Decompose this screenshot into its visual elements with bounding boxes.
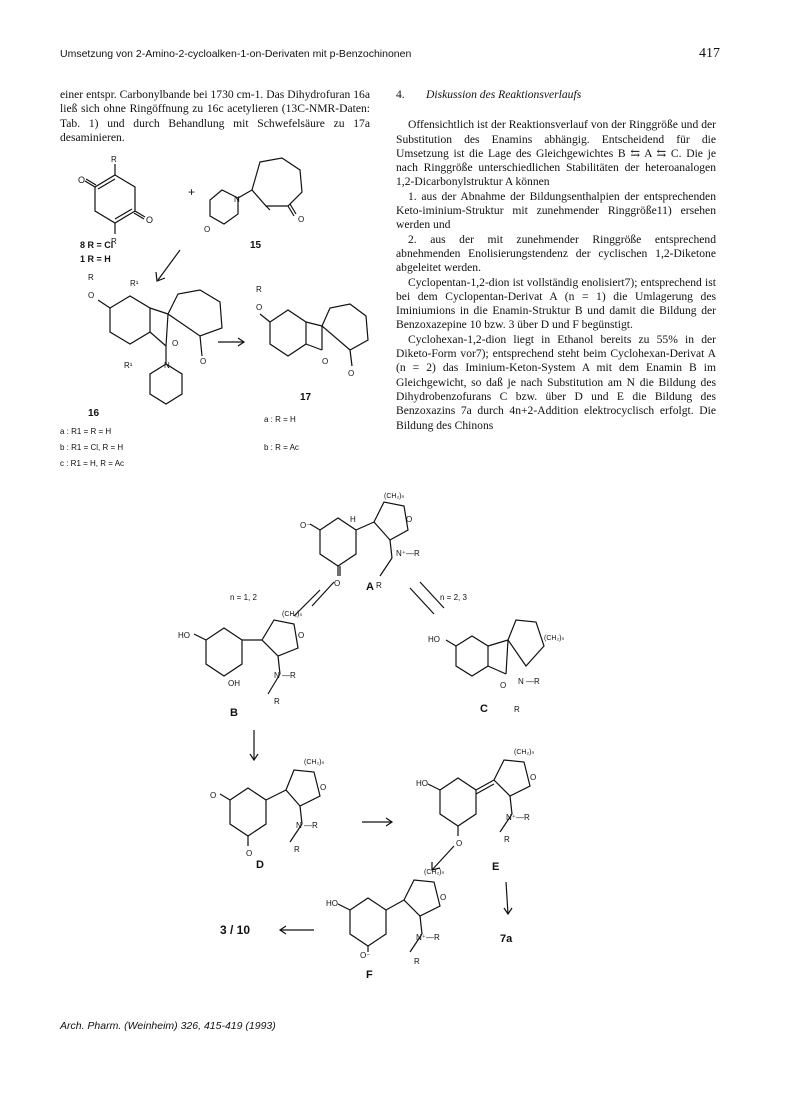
label-16a: a : R1 = R = H [60,427,112,436]
section-heading [396,88,716,102]
structure-E [416,749,536,848]
running-header [60,48,720,64]
svg-text:(CH₂)ₙ: (CH₂)ₙ [424,869,445,876]
svg-text:(CH₂)ₙ: (CH₂)ₙ [282,611,303,618]
running-title: Umsetzung von 2-Amino-2-cycloalken-1-on-Derivaten mit p-Benzochinonen [60,48,412,60]
section-title: Diskussion des Reaktionsverlaufs [426,88,582,101]
compound-17-label: 17 [300,392,312,403]
reaction-scheme-2 [170,490,730,1010]
left-column [60,88,370,145]
paragraph-1: Offensichtlich ist der Reaktionsverlauf von der Ringgröße und der Substitution des Enamins abhängig. Entscheidend für die Umsetzung ist die Lage des Gleichgewichtes B ⇆ A ⇆ C. Die je nach Ringgröße unterschiedlichen Stabilitäten der heteroanalogen 1,2-Dicarbonylstruktur A können [396,118,716,189]
structure-D [210,759,326,858]
svg-text:O⁻: O⁻ [300,521,311,530]
svg-text:HO: HO [178,631,190,640]
label-E: E [492,861,500,873]
dihydrobenzofuran-16-structure [88,273,222,404]
arrow-E-to-F [432,846,454,870]
svg-text:HO: HO [416,779,428,788]
svg-text:O: O [348,369,355,378]
plus-sign: + [188,185,196,199]
benzofuran-17-structure [256,285,368,378]
structure-F [326,869,446,966]
svg-text:O: O [204,225,211,234]
svg-text:O: O [256,303,263,312]
svg-text:R: R [504,835,510,844]
svg-text:O: O [298,631,305,640]
svg-text:R: R [274,697,280,706]
label-17b: b : R = Ac [264,443,299,452]
svg-text:R¹: R¹ [124,361,133,370]
label-16c: c : R1 = H, R = Ac [60,459,125,468]
paragraph-2: 1. aus der Abnahme der Bildungsenthalpien der entsprechenden Keto-iminium-Struktur mit zunehmender Ringgröße11) ersehen werden und [396,189,716,232]
svg-text:R¹: R¹ [130,279,139,288]
label-F: F [366,969,373,981]
arrow-quinone-to-16 [158,250,180,280]
label-C: C [480,703,488,715]
section-number: 4. [396,88,405,101]
svg-text:R: R [376,581,382,590]
svg-text:O: O [246,849,253,858]
svg-text:O⁻: O⁻ [360,951,371,960]
enamine-15-structure [204,158,304,234]
svg-text:O: O [210,791,217,800]
svg-text:N: N [164,361,170,370]
quinone-structure [78,155,153,246]
svg-text:OH: OH [228,679,240,688]
svg-text:O: O [146,215,154,225]
svg-text:O: O [440,893,447,902]
svg-text:O: O [334,579,341,588]
svg-text:R: R [514,705,520,714]
svg-text:R: R [88,273,94,282]
journal-footer: Arch. Pharm. (Weinheim) 326, 415-419 (1993) [60,1020,276,1032]
label-n23: n = 2, 3 [440,593,467,602]
compound-16-label: 16 [88,408,100,419]
paragraph-5: Cyclohexan-1,2-dion liegt in Ethanol bereits zu 55% in der Diketo-Form vor7); entsprechend steht beim Cyclohexan-Derivat A (n = 2) das Iminium-Keton-System A mit dem Enamin B im Gleichgewicht, so daß je nach Substitution am N die Bildung des Dihydrobenzofurans C bzw. über D und E die Bildung des Benzoxazins 7a durch 4n+2-Addition elektrocyclisch erfolgt. Die Bildung des Chinons [396,332,716,432]
compound-15-label: 15 [250,240,262,251]
label-16b: b : R1 = Cl, R = H [60,443,124,452]
paragraph-4: Cyclopentan-1,2-dion ist vollständig enolisiert7); entsprechend ist bei dem Cyclopentan-Derivat A (n = 1) die Umlagerung des Iminiumions in die Enamin-Struktur B und damit die Bildung der Benzoxazepine 10 bzw. 3 über D und F begünstigt. [396,275,716,332]
structure-B [178,611,304,706]
structure-A [300,493,420,590]
label-B: B [230,707,238,719]
reaction-scheme-1 [60,150,390,490]
svg-text:R: R [111,155,117,164]
quinone-sub-a: 8 R = Cl [80,240,114,250]
page-number: 417 [699,46,720,61]
left-intro-paragraph: einer entspr. Carbonylbande bei 1730 cm-1. Das Dihydrofuran 16a ließ sich ohne Ringöffnung zu 16c acetylieren (13C-NMR-Daten: Tab. 1) und durch Behandlung mit Schwefelsäure zu 17a desaminieren. [60,88,370,144]
paragraph-3: 2. aus der mit zunehmender Ringgröße entsprechend abnehmenden Enolisierungstendenz der cyclischen 1,2-Diketone abgeleitet werden. [396,232,716,275]
svg-text:N⁺—R: N⁺—R [506,813,530,822]
svg-text:(CH₂)ₙ: (CH₂)ₙ [384,493,405,500]
svg-text:N —R: N —R [274,671,296,680]
svg-text:O: O [456,839,463,848]
svg-text:N —R: N —R [296,821,318,830]
label-n12: n = 1, 2 [230,593,257,602]
label-A: A [366,581,374,593]
structure-C [428,620,564,714]
svg-text:O: O [172,339,179,348]
svg-text:O: O [298,215,305,224]
svg-text:O: O [78,175,86,185]
svg-text:O: O [530,773,537,782]
svg-text:O: O [200,357,207,366]
svg-text:(CH₂)ₙ: (CH₂)ₙ [514,749,535,756]
svg-text:R: R [414,957,420,966]
label-17a: a : R = H [264,415,296,424]
svg-text:(CH₂)ₙ: (CH₂)ₙ [304,759,325,766]
svg-text:O: O [406,515,413,524]
svg-text:O: O [88,291,95,300]
svg-text:N —R: N —R [518,677,540,686]
svg-text:N⁺—R: N⁺—R [396,549,420,558]
svg-text:(CH₂)ₙ: (CH₂)ₙ [544,635,565,642]
svg-text:HO: HO [428,635,440,644]
svg-text:R: R [294,845,300,854]
product-3-10: 3 / 10 [220,923,251,937]
svg-text:H: H [350,515,356,524]
svg-text:O: O [500,681,507,690]
svg-text:O: O [322,357,329,366]
product-7a: 7a [500,933,513,945]
svg-text:HO: HO [326,899,338,908]
quinone-sub-b: 1 R = H [80,254,111,264]
svg-text:N⁺—R: N⁺—R [416,933,440,942]
svg-text:R: R [111,237,117,246]
equilibrium-A-C [410,588,434,614]
arrow-E-to-7a [506,882,508,914]
label-D: D [256,859,264,871]
svg-text:R: R [256,285,262,294]
svg-text:N: N [234,195,240,204]
svg-text:O: O [320,783,327,792]
right-column [396,88,716,433]
